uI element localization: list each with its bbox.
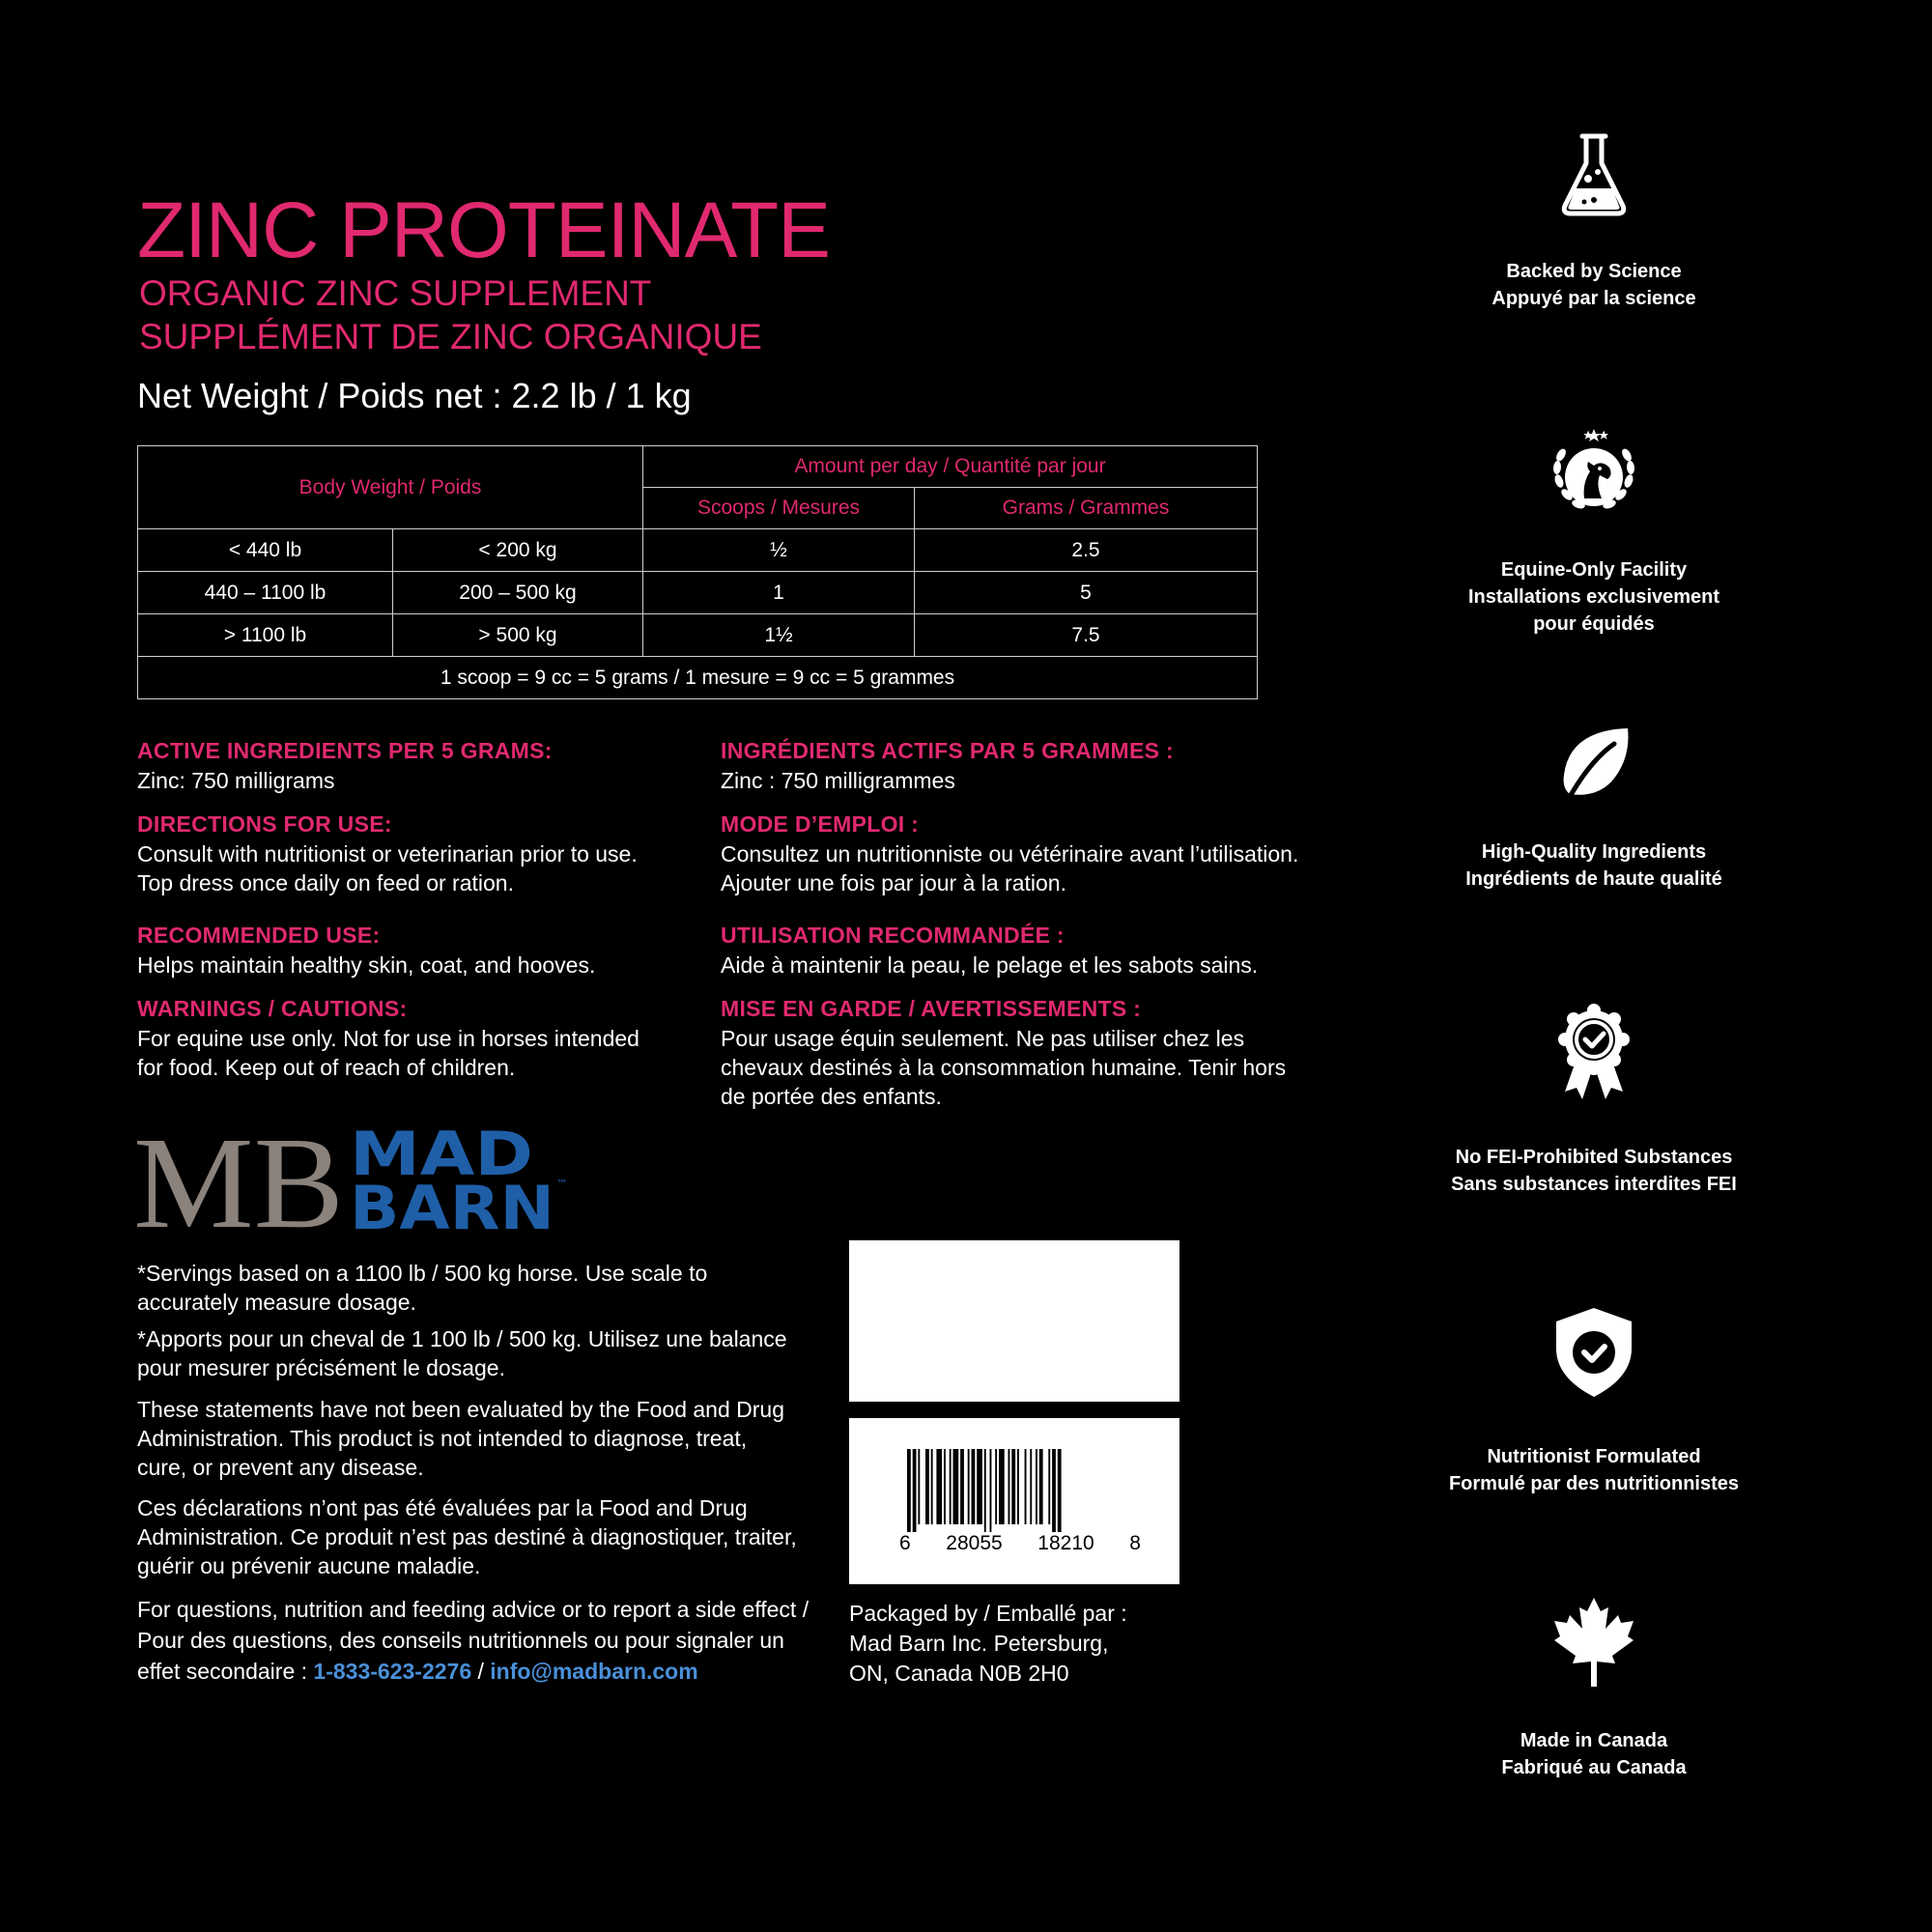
leaf-icon [1550, 723, 1637, 810]
barcode-bar-12 [977, 1449, 982, 1524]
section-line: for food. Keep out of reach of children. [137, 1055, 516, 1080]
logo-monogram: MB [135, 1119, 344, 1235]
flask-icon [1555, 130, 1633, 217]
dosage-header-grams: Grams / Grammes [915, 488, 1258, 529]
servings-note-fr [137, 1324, 787, 1382]
section-line: Consult with nutritionist or veterinarian prior to use. [137, 841, 638, 867]
section-active-ingredients-fr [721, 740, 1174, 795]
feature-no-fei-prohibited [1430, 1003, 1758, 1198]
barcode-bar-19 [1017, 1449, 1019, 1524]
section-recommended-use-en [137, 924, 595, 980]
section-heading: INGRÉDIENTS ACTIFS PAR 5 GRAMMES : [721, 738, 1174, 763]
dosage-cell-lb: 440 – 1100 lb [138, 572, 393, 614]
barcode-bar-25 [1052, 1449, 1056, 1532]
dosage-header-scoops: Scoops / Mesures [643, 488, 915, 529]
section-heading: ACTIVE INGREDIENTS PER 5 GRAMS: [137, 738, 553, 763]
section-warnings-en [137, 998, 639, 1082]
barcode-bar-0 [907, 1449, 911, 1532]
section-heading: RECOMMENDED USE: [137, 923, 381, 948]
feature-equine-only-facility [1430, 425, 1758, 638]
net-weight: Net Weight / Poids net : 2.2 lb / 1 kg [137, 376, 692, 415]
barcode-bar-1 [913, 1449, 917, 1532]
table-row [138, 657, 1258, 699]
section-heading: MISE EN GARDE / AVERTISSEMENTS : [721, 996, 1142, 1021]
footer-line: pour mesurer précisément le dosage. [137, 1355, 505, 1380]
logo-trademark: ™ [556, 1178, 568, 1191]
section-directions-en [137, 813, 638, 897]
dosage-cell-lb: > 1100 lb [138, 614, 393, 657]
section-recommended-use-fr [721, 924, 1258, 980]
barcode-panel [849, 1418, 1179, 1584]
packaged-line: Packaged by / Emballé par : [849, 1601, 1127, 1626]
dosage-cell-grams: 2.5 [915, 529, 1258, 572]
table-row [138, 614, 1258, 657]
barcode-bar-5 [936, 1449, 942, 1524]
dosage-cell-kg: 200 – 500 kg [393, 572, 643, 614]
section-directions-fr [721, 813, 1298, 897]
dosage-cell-lb: < 440 lb [138, 529, 393, 572]
table-row [138, 572, 1258, 614]
section-line: For equine use only. Not for use in horses intended [137, 1026, 639, 1051]
barcode-bar-7 [950, 1449, 952, 1524]
barcode-bar-22 [1036, 1449, 1037, 1524]
feature-label: Fabriqué au Canada [1501, 1757, 1687, 1778]
footer-line: *Apports pour un cheval de 1 100 lb / 500 kg. Utilisez une balance [137, 1326, 787, 1351]
barcode-bar-8 [953, 1449, 959, 1524]
section-line: Zinc : 750 milligrammes [721, 768, 955, 793]
mad-barn-logo-mark [135, 1119, 580, 1235]
footer-line: These statements have not been evaluated by the Food and Drug [137, 1397, 784, 1422]
barcode-bar-13 [984, 1449, 986, 1532]
feature-high-quality-ingredients [1430, 723, 1758, 893]
section-line: Aide à maintenir la peau, le pelage et les sabots sains. [721, 952, 1259, 978]
feature-label: Appuyé par la science [1492, 288, 1696, 309]
footer-line: *Servings based on a 1100 lb / 500 kg horse. Use scale to [137, 1261, 708, 1286]
dosage-cell-grams: 5 [915, 572, 1258, 614]
maple-leaf-icon [1550, 1594, 1637, 1690]
feature-label: No FEI-Prohibited Substances [1455, 1147, 1733, 1168]
barcode-bar-4 [931, 1449, 933, 1524]
dosage-cell-kg: > 500 kg [393, 614, 643, 657]
barcode-bar-23 [1039, 1449, 1043, 1524]
packaged-line: Mad Barn Inc. Petersburg, [849, 1631, 1109, 1656]
section-heading: UTILISATION RECOMMANDÉE : [721, 923, 1065, 948]
dosage-table [137, 445, 1258, 699]
product-subtitle-en: ORGANIC ZINC SUPPLEMENT [139, 273, 652, 313]
phone-link[interactable]: 1-833-623-2276 [313, 1659, 472, 1684]
table-row [138, 529, 1258, 572]
barcode-bar-24 [1048, 1449, 1050, 1524]
feature-label: pour équidés [1533, 613, 1655, 635]
footer-line: Ces déclarations n’ont pas été évaluées par la Food and Drug [137, 1495, 748, 1520]
contact-line [137, 1656, 809, 1687]
fda-disclaimer-en [137, 1395, 784, 1482]
section-warnings-fr [721, 998, 1286, 1111]
barcode-bar-11 [972, 1449, 976, 1524]
feature-label: Equine-Only Facility [1500, 559, 1688, 581]
footer-line: guérir ou prévenir aucune maladie. [137, 1553, 481, 1578]
section-line: Pour usage équin seulement. Ne pas utiliser chez les [721, 1026, 1245, 1051]
feature-backed-by-science [1430, 130, 1758, 312]
barcode-bar-3 [925, 1449, 929, 1524]
award-ribbon-icon [1555, 1003, 1633, 1103]
feature-label: Sans substances interdites FEI [1451, 1174, 1737, 1195]
barcode-digit-group: 6 [899, 1532, 911, 1554]
dosage-footnote: 1 scoop = 9 cc = 5 grams / 1 mesure = 9 cc = 5 grammes [138, 657, 1258, 699]
feature-label: Backed by Science [1506, 261, 1682, 282]
section-line: Helps maintain healthy skin, coat, and hooves. [137, 952, 596, 978]
footer-line: cure, or prevent any disease. [137, 1455, 424, 1480]
dosage-header-amount: Amount per day / Quantité par jour [643, 446, 1258, 488]
barcode-bar-21 [1030, 1449, 1032, 1524]
footer-line: Administration. This product is not intended to diagnose, treat, [137, 1426, 748, 1451]
packaged-by [849, 1599, 1127, 1689]
section-heading: WARNINGS / CAUTIONS: [137, 996, 408, 1021]
barcode-bar-17 [1009, 1449, 1010, 1524]
barcode-bar-10 [968, 1449, 970, 1524]
barcode-bar-9 [960, 1449, 964, 1524]
product-subtitle-fr: SUPPLÉMENT DE ZINC ORGANIQUE [139, 317, 762, 356]
dosage-cell-scoops: ½ [643, 529, 915, 572]
barcode-digit-group: 28055 [946, 1532, 1003, 1554]
contact-prefix: effet secondaire : [137, 1659, 314, 1684]
dosage-header-body-weight: Body Weight / Poids [138, 446, 643, 529]
section-active-ingredients-en [137, 740, 553, 795]
footer-line: For questions, nutrition and feeding advice or to report a side effect / [137, 1597, 810, 1622]
barcode-bar-15 [995, 1449, 997, 1524]
logo-word-barn: BARN [350, 1173, 554, 1235]
dosage-cell-kg: < 200 kg [393, 529, 643, 572]
barcode-bar-6 [944, 1449, 946, 1524]
barcode-bar-26 [1058, 1449, 1062, 1532]
barcode-bar-20 [1025, 1449, 1027, 1524]
barcode-bar-2 [918, 1449, 920, 1524]
shield-check-icon [1552, 1304, 1635, 1399]
feature-label: Formulé par des nutritionnistes [1448, 1473, 1740, 1494]
contact-block [137, 1594, 809, 1687]
dosage-cell-scoops: 1 [643, 572, 915, 614]
footer-line: Administration. Ce produit n’est pas destiné à diagnostiquer, traiter, [137, 1524, 797, 1549]
section-line: Top dress once daily on feed or ration. [137, 870, 514, 895]
email-link[interactable]: info@madbarn.com [490, 1659, 698, 1684]
packaged-line: ON, Canada N0B 2H0 [849, 1661, 1069, 1686]
feature-label: Installations exclusivement [1467, 586, 1720, 608]
servings-note-en [137, 1259, 707, 1317]
feature-label: High-Quality Ingredients [1481, 841, 1707, 863]
barcode-bar-16 [999, 1449, 1005, 1524]
section-line: Consultez un nutritionniste ou vétérinaire avant l’utilisation. [721, 841, 1299, 867]
section-line: Zinc: 750 milligrams [137, 768, 335, 793]
fda-disclaimer-fr [137, 1493, 797, 1580]
barcode-bar-18 [1011, 1449, 1015, 1524]
mad-barn-logo [135, 1119, 580, 1235]
section-heading: MODE D’EMPLOI : [721, 811, 920, 837]
feature-label: Nutritionist Formulated [1487, 1446, 1701, 1467]
section-line: chevaux destinés à la consommation humaine. Tenir hors [721, 1055, 1287, 1080]
product-title: ZINC PROTEINATE [137, 186, 830, 274]
logo-word-mad: MAD [350, 1119, 533, 1189]
footer-line: accurately measure dosage. [137, 1290, 416, 1315]
horse-laurel-icon [1546, 425, 1642, 522]
feature-label: Ingrédients de haute qualité [1465, 868, 1722, 890]
barcode-bars [907, 1449, 1129, 1532]
contact-separator: / [471, 1659, 491, 1684]
barcode-digit-group: 18210 [1037, 1532, 1094, 1554]
feature-made-in-canada [1430, 1594, 1758, 1781]
barcode-digit-group: 8 [1129, 1532, 1141, 1554]
section-heading: DIRECTIONS FOR USE: [137, 811, 392, 837]
feature-nutritionist-formulated [1430, 1304, 1758, 1497]
feature-label: Made in Canada [1520, 1730, 1668, 1751]
footer-line: Pour des questions, des conseils nutritionnels ou pour signaler un [137, 1628, 784, 1653]
barcode-number [899, 1532, 1141, 1555]
section-line: Ajouter une fois par jour à la ration. [721, 870, 1066, 895]
section-line: de portée des enfants. [721, 1084, 942, 1109]
dosage-cell-scoops: 1½ [643, 614, 915, 657]
barcode-bar-14 [990, 1449, 992, 1532]
dosage-cell-grams: 7.5 [915, 614, 1258, 657]
blank-label-box [849, 1240, 1179, 1402]
